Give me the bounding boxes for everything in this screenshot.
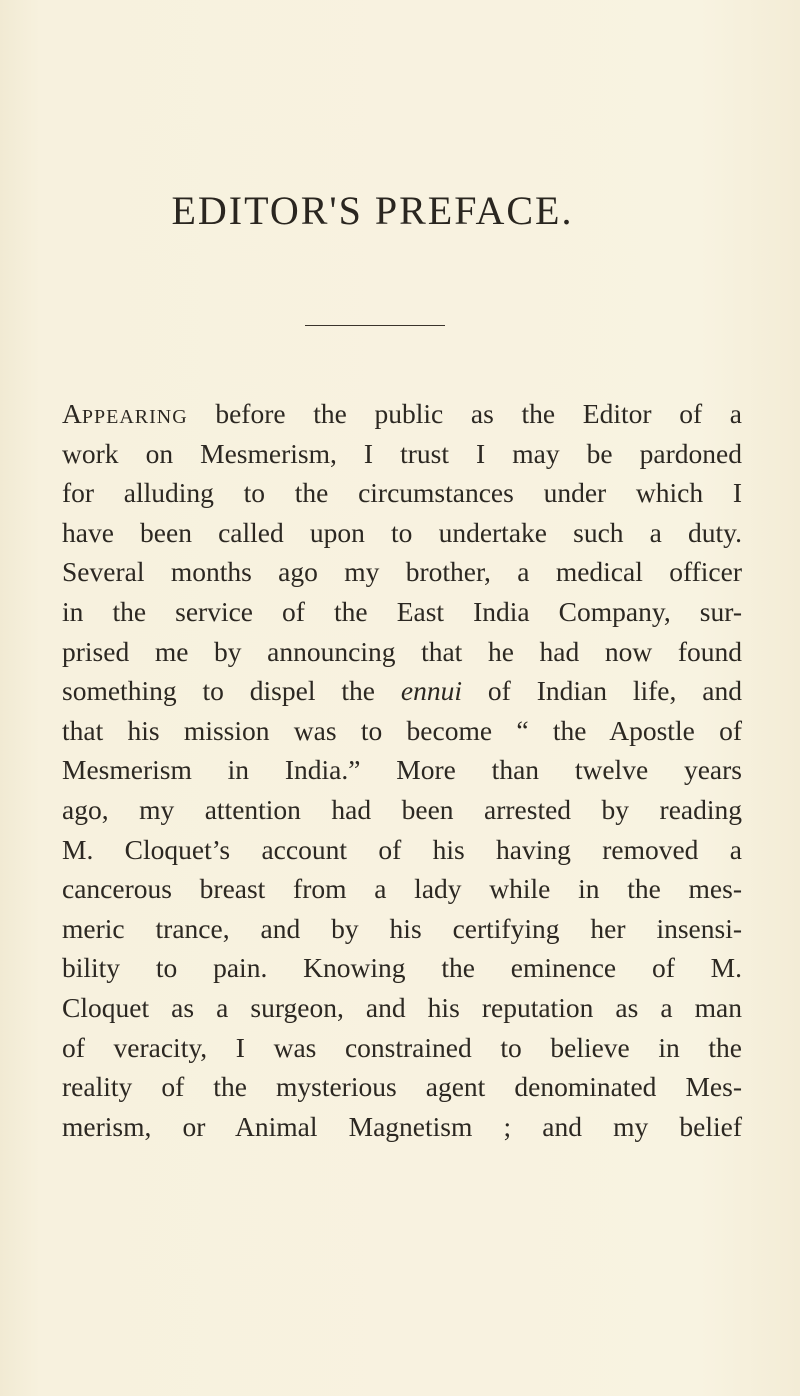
line-text: something to dispel the <box>62 675 401 707</box>
text-line: work on Mesmerism, I trust I may be pardoned <box>62 437 742 469</box>
text-line: Several months ago my brother, a medical officer <box>62 556 742 588</box>
text-line <box>62 671 742 711</box>
text-line: reality of the mysterious agent denominated Mes- <box>62 1071 742 1103</box>
small-caps-word: PPEARING <box>81 406 188 428</box>
drop-capital: A <box>62 398 82 429</box>
text-line: prised me by announcing that he had now found <box>62 635 742 667</box>
text-line: that his mission was to become “ the Apostle of <box>62 714 742 746</box>
line-text: before the public as the Editor of a <box>187 398 742 429</box>
text-line <box>62 394 742 434</box>
text-line: of veracity, I was constrained to believe in the <box>62 1031 742 1063</box>
text-line: M. Cloquet’s account of his having removed a <box>62 833 742 865</box>
text-line: merism, or Animal Magnetism ; and my belief <box>62 1110 742 1142</box>
text-line: in the service of the East India Company, sur- <box>62 595 742 627</box>
text-line: Cloquet as a surgeon, and his reputation as a man <box>62 991 742 1023</box>
italic-word: ennui <box>400 675 462 707</box>
text-line: bility to pain. Knowing the eminence of M. <box>62 952 742 984</box>
page-title: EDITOR'S PREFACE. <box>171 188 574 233</box>
text-line: cancerous breast from a lady while in the mes- <box>62 873 742 905</box>
line-text: of Indian life, and <box>461 675 742 707</box>
text-line: for alluding to the circumstances under which I <box>62 477 742 509</box>
preface-body <box>62 394 742 1146</box>
text-line: meric trance, and by his certifying her insensi- <box>62 912 742 944</box>
title-divider <box>305 325 445 326</box>
text-line: ago, my attention had been arrested by reading <box>62 793 742 825</box>
text-line: have been called upon to undertake such a duty. <box>62 516 742 548</box>
text-line: Mesmerism in India.” More than twelve years <box>62 754 742 786</box>
